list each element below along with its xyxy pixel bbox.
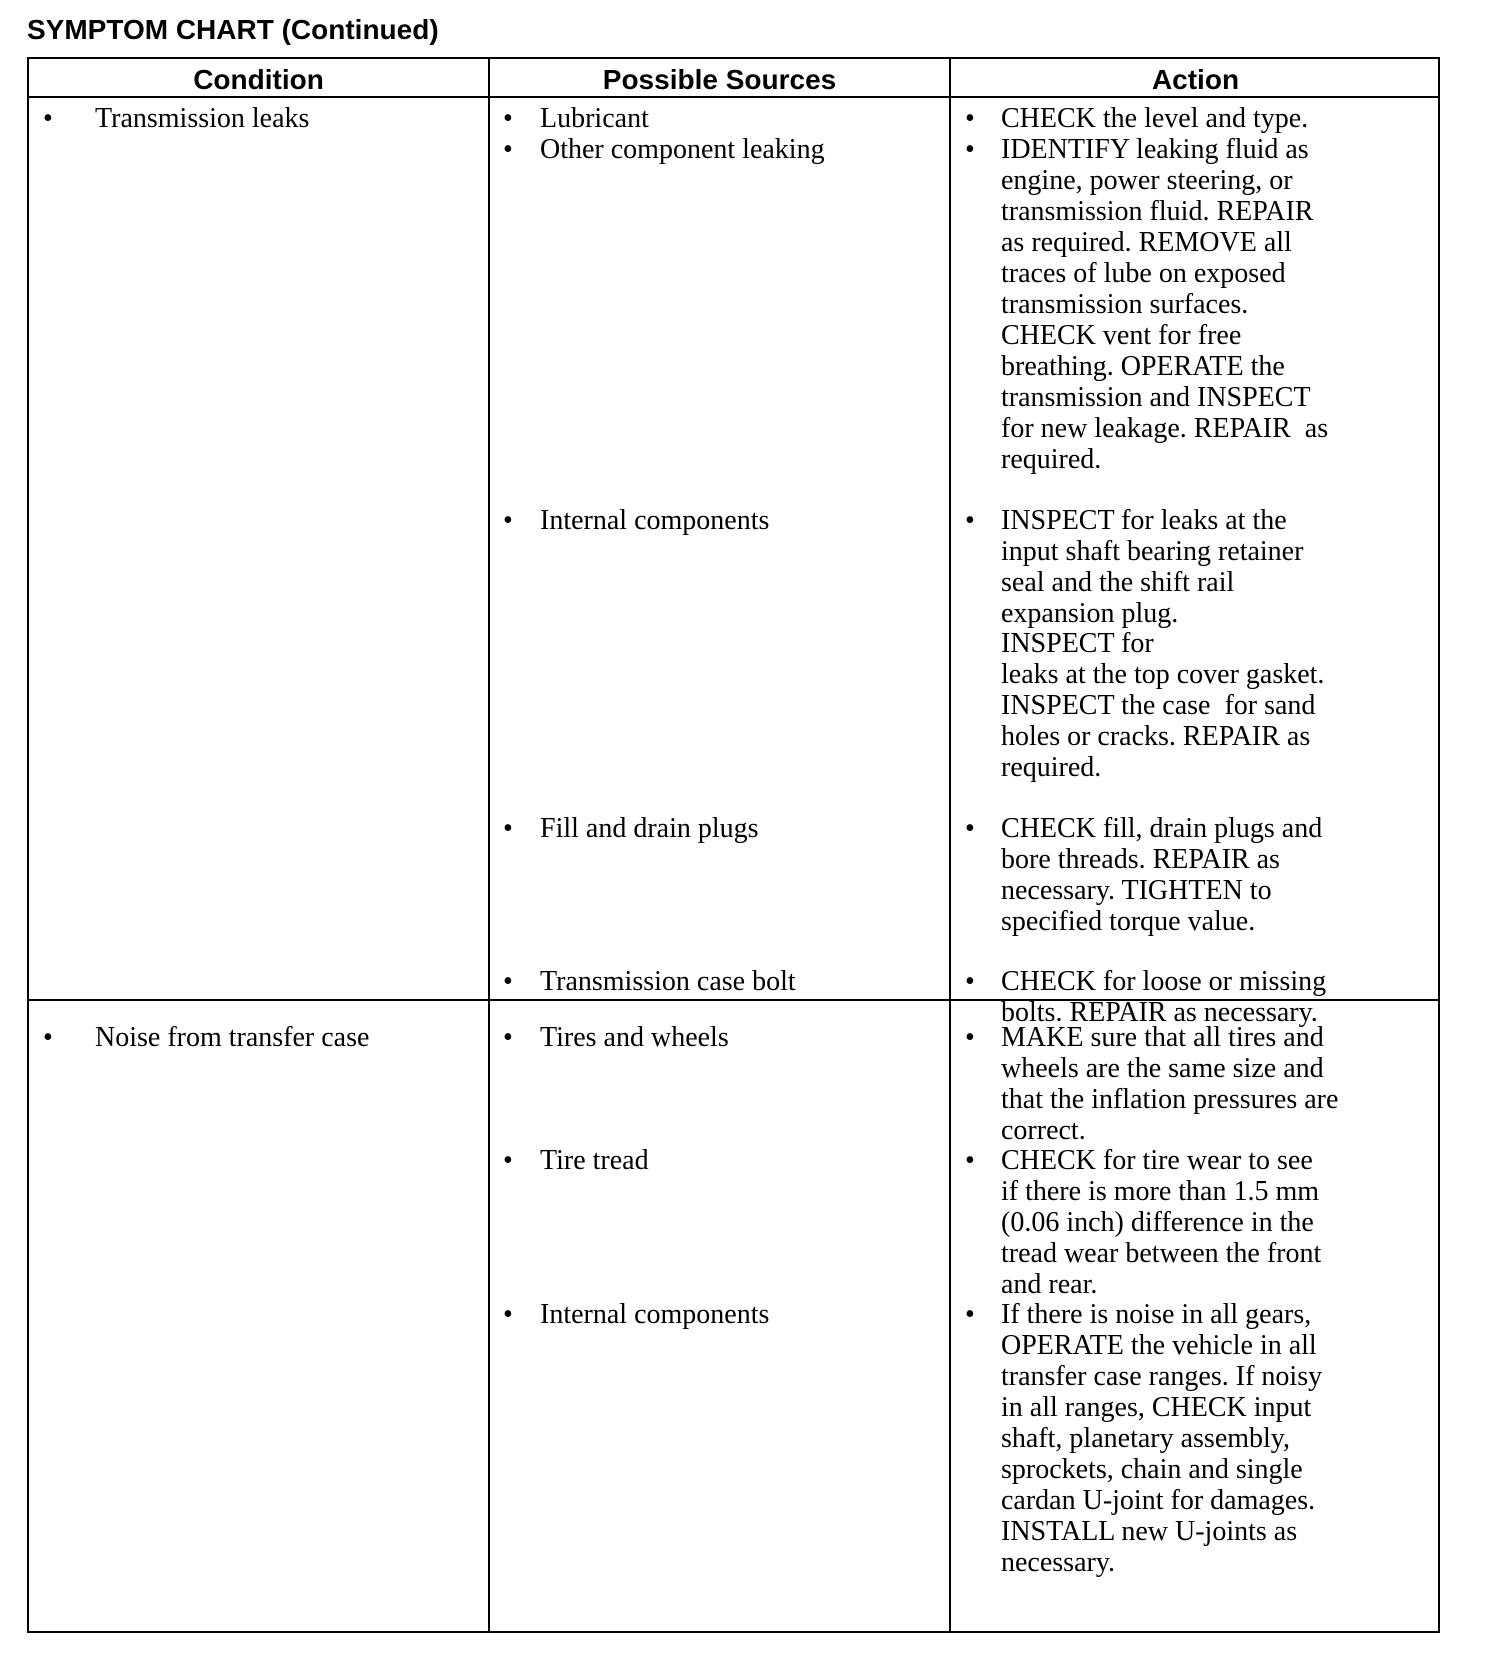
action-line: required. (1001, 752, 1102, 783)
action-line: INSPECT for leaks at the (1001, 505, 1287, 536)
action-line: bolts. REPAIR as necessary. (1001, 997, 1318, 1028)
action-line: cardan U-joint for damages. (1001, 1485, 1316, 1516)
action-line: that the inflation pressures are (1001, 1084, 1339, 1115)
action-line: necessary. (1001, 1547, 1116, 1578)
action-line: correct. (1001, 1115, 1086, 1146)
condition-text: Noise from transfer case (95, 1022, 370, 1053)
action-line: input shaft bearing retainer (1001, 536, 1304, 567)
action-line: tread wear between the front (1001, 1238, 1322, 1269)
bullet: • (503, 966, 513, 997)
bullet: • (965, 1299, 975, 1330)
bullet: • (43, 103, 53, 134)
action-line: seal and the shift rail (1001, 567, 1235, 598)
action-line: shaft, planetary assembly, (1001, 1423, 1290, 1454)
bullet: • (965, 966, 975, 997)
bullet: • (503, 103, 513, 134)
header-action: Action (1151, 64, 1240, 95)
action-line: for new leakage. REPAIR as (1001, 413, 1329, 444)
chart-title: SYMPTOM CHART (Continued) (27, 14, 439, 45)
action-line: expansion plug. (1001, 598, 1179, 629)
action-line: INSPECT for (1001, 628, 1154, 659)
source-text: Lubricant (540, 103, 649, 134)
action-line: as required. REMOVE all (1001, 227, 1292, 258)
action-line: (0.06 inch) difference in the (1001, 1207, 1314, 1238)
source-text: Fill and drain plugs (540, 813, 759, 844)
action-line: IDENTIFY leaking fluid as (1001, 134, 1309, 165)
action-line: CHECK the level and type. (1001, 103, 1309, 134)
action-line: bore threads. REPAIR as (1001, 844, 1280, 875)
action-line: necessary. TIGHTEN to (1001, 875, 1272, 906)
action-line: engine, power steering, or (1001, 165, 1293, 196)
action-line: specified torque value. (1001, 906, 1256, 937)
bullet: • (965, 813, 975, 844)
header-possible-sources: Possible Sources (602, 64, 837, 95)
bullet: • (965, 505, 975, 536)
header-condition: Condition (193, 64, 324, 95)
action-line: CHECK fill, drain plugs and (1001, 813, 1323, 844)
source-text: Internal components (540, 505, 770, 536)
bullet: • (43, 1022, 53, 1053)
source-text: Tires and wheels (540, 1022, 729, 1053)
action-line: sprockets, chain and single (1001, 1454, 1303, 1485)
source-text: Tire tread (540, 1145, 649, 1176)
action-line: transmission and INSPECT (1001, 382, 1311, 413)
source-text: Other component leaking (540, 134, 825, 165)
bullet: • (965, 103, 975, 134)
action-line: INSTALL new U-joints as (1001, 1516, 1298, 1547)
action-line: If there is noise in all gears, (1001, 1299, 1312, 1330)
action-line: in all ranges, CHECK input (1001, 1392, 1312, 1423)
action-line: OPERATE the vehicle in all (1001, 1330, 1317, 1361)
action-line: if there is more than 1.5 mm (1001, 1176, 1320, 1207)
bullet: • (503, 813, 513, 844)
column-divider (488, 59, 490, 1631)
action-line: transfer case ranges. If noisy (1001, 1361, 1323, 1392)
bullet: • (965, 1022, 975, 1053)
action-line: required. (1001, 444, 1102, 475)
symptom-table (27, 57, 1440, 1633)
action-line: transmission fluid. REPAIR (1001, 196, 1314, 227)
bullet: • (965, 134, 975, 165)
bullet: • (503, 505, 513, 536)
bullet: • (503, 134, 513, 165)
action-line: traces of lube on exposed (1001, 258, 1286, 289)
bullet: • (503, 1145, 513, 1176)
action-line: leaks at the top cover gasket. (1001, 659, 1325, 690)
bullet: • (503, 1022, 513, 1053)
action-line: CHECK for loose or missing (1001, 966, 1327, 997)
source-text: Internal components (540, 1299, 770, 1330)
action-line: CHECK vent for free (1001, 320, 1242, 351)
action-line: wheels are the same size and (1001, 1053, 1324, 1084)
source-text: Transmission case bolt (540, 966, 796, 997)
action-line: and rear. (1001, 1269, 1098, 1300)
action-line: holes or cracks. REPAIR as (1001, 721, 1311, 752)
action-line: breathing. OPERATE the (1001, 351, 1285, 382)
condition-text: Transmission leaks (95, 103, 310, 134)
bullet: • (503, 1299, 513, 1330)
action-line: transmission surfaces. (1001, 289, 1249, 320)
action-line: CHECK for tire wear to see (1001, 1145, 1313, 1176)
bullet: • (965, 1145, 975, 1176)
column-divider (949, 59, 951, 1631)
action-line: MAKE sure that all tires and (1001, 1022, 1324, 1053)
action-line: INSPECT the case for sand (1001, 690, 1316, 721)
